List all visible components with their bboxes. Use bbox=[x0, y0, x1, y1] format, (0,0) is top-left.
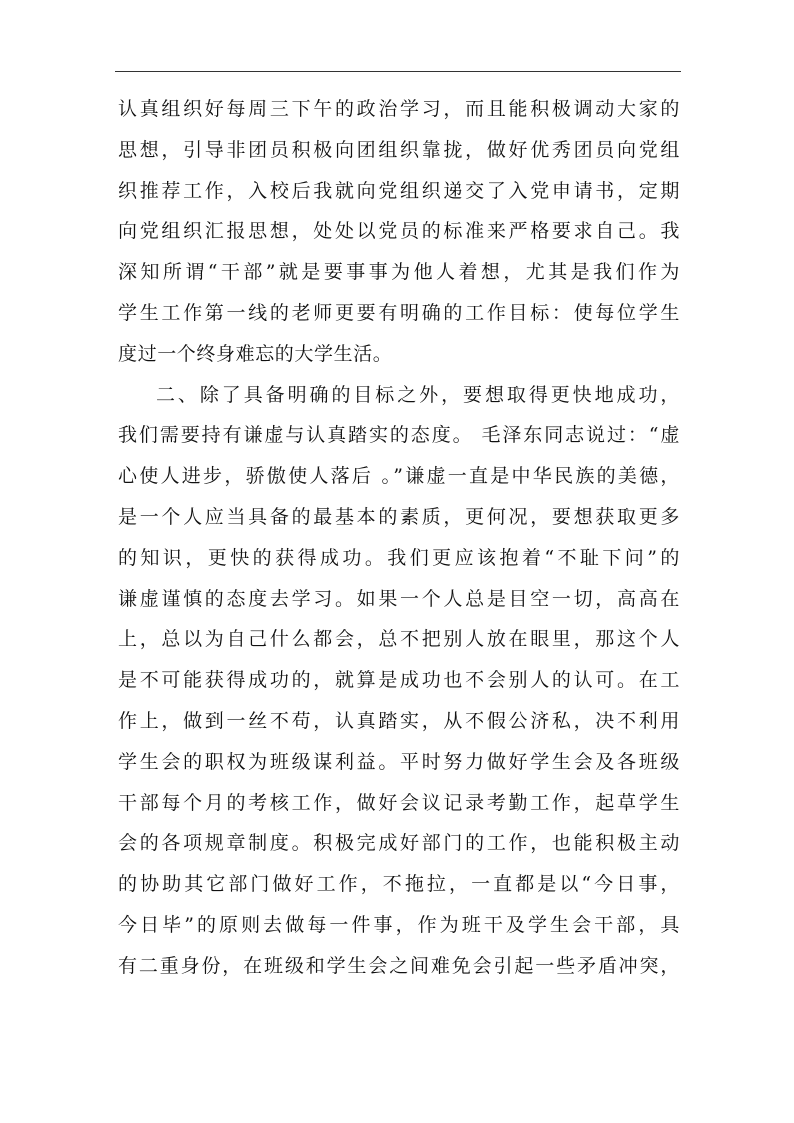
text-line: 是一个人应当具备的最基本的素质，更何况，要想获取更多 bbox=[118, 505, 680, 528]
text-line: 向党组织汇报思想，处处以党员的标准来严格要求自己。我 bbox=[118, 220, 680, 243]
text-line: 思想，引导非团员积极向团组织靠拢，做好优秀团员向党组 bbox=[118, 138, 680, 161]
text-line: 度过一个终身难忘的大学生活。 bbox=[118, 342, 393, 365]
text-line: 的知识，更快的获得成功。我们更应该抱着“不耻下问”的 bbox=[118, 546, 680, 569]
text-line: 认真组织好每周三下午的政治学习，而且能积极调动大家的 bbox=[118, 98, 680, 120]
text-line: 学生工作第一线的老师更要有明确的工作目标：使每位学生 bbox=[118, 301, 680, 324]
text-line: 今日毕”的原则去做每一件事，作为班干及学生会干部，具 bbox=[118, 913, 680, 936]
text-line: 深知所谓“干部”就是要事事为他人着想，尤其是我们作为 bbox=[118, 261, 680, 284]
text-line: 上，总以为自己什么都会，总不把别人放在眼里，那这个人 bbox=[118, 628, 680, 651]
text-line: 有二重身份，在班级和学生会之间难免会引起一些矛盾冲突， bbox=[118, 954, 680, 977]
text-line: 心使人进步，骄傲使人落后 。”谦虚一直是中华民族的美德， bbox=[118, 465, 680, 488]
text-line: 我们需要持有谦虚与认真踏实的态度。 毛泽东同志说过：“虚 bbox=[118, 424, 680, 447]
paragraph-start-line: 二、除了具备明确的目标之外，要想取得更快地成功， bbox=[156, 383, 680, 406]
text-line: 是不可能获得成功的，就算是成功也不会别人的认可。在工 bbox=[118, 669, 680, 692]
document-body bbox=[118, 95, 680, 993]
text-line: 干部每个月的考核工作，做好会议记录考勤工作，起草学生 bbox=[118, 791, 680, 814]
text-line: 的协助其它部门做好工作，不拖拉，一直都是以“今日事， bbox=[118, 873, 680, 896]
text-line: 学生会的职权为班级谋利益。平时努力做好学生会及各班级 bbox=[118, 750, 680, 773]
text-line: 织推荐工作，入校后我就向党组织递交了入党申请书，定期 bbox=[118, 179, 680, 202]
text-line: 会的各项规章制度。积极完成好部门的工作，也能积极主动 bbox=[118, 832, 680, 855]
header-rule bbox=[115, 71, 681, 72]
text-line: 谦虚谨慎的态度去学习。如果一个人总是目空一切，高高在 bbox=[118, 587, 680, 610]
text-line: 作上，做到一丝不苟，认真踏实，从不假公济私，决不利用 bbox=[118, 709, 680, 732]
